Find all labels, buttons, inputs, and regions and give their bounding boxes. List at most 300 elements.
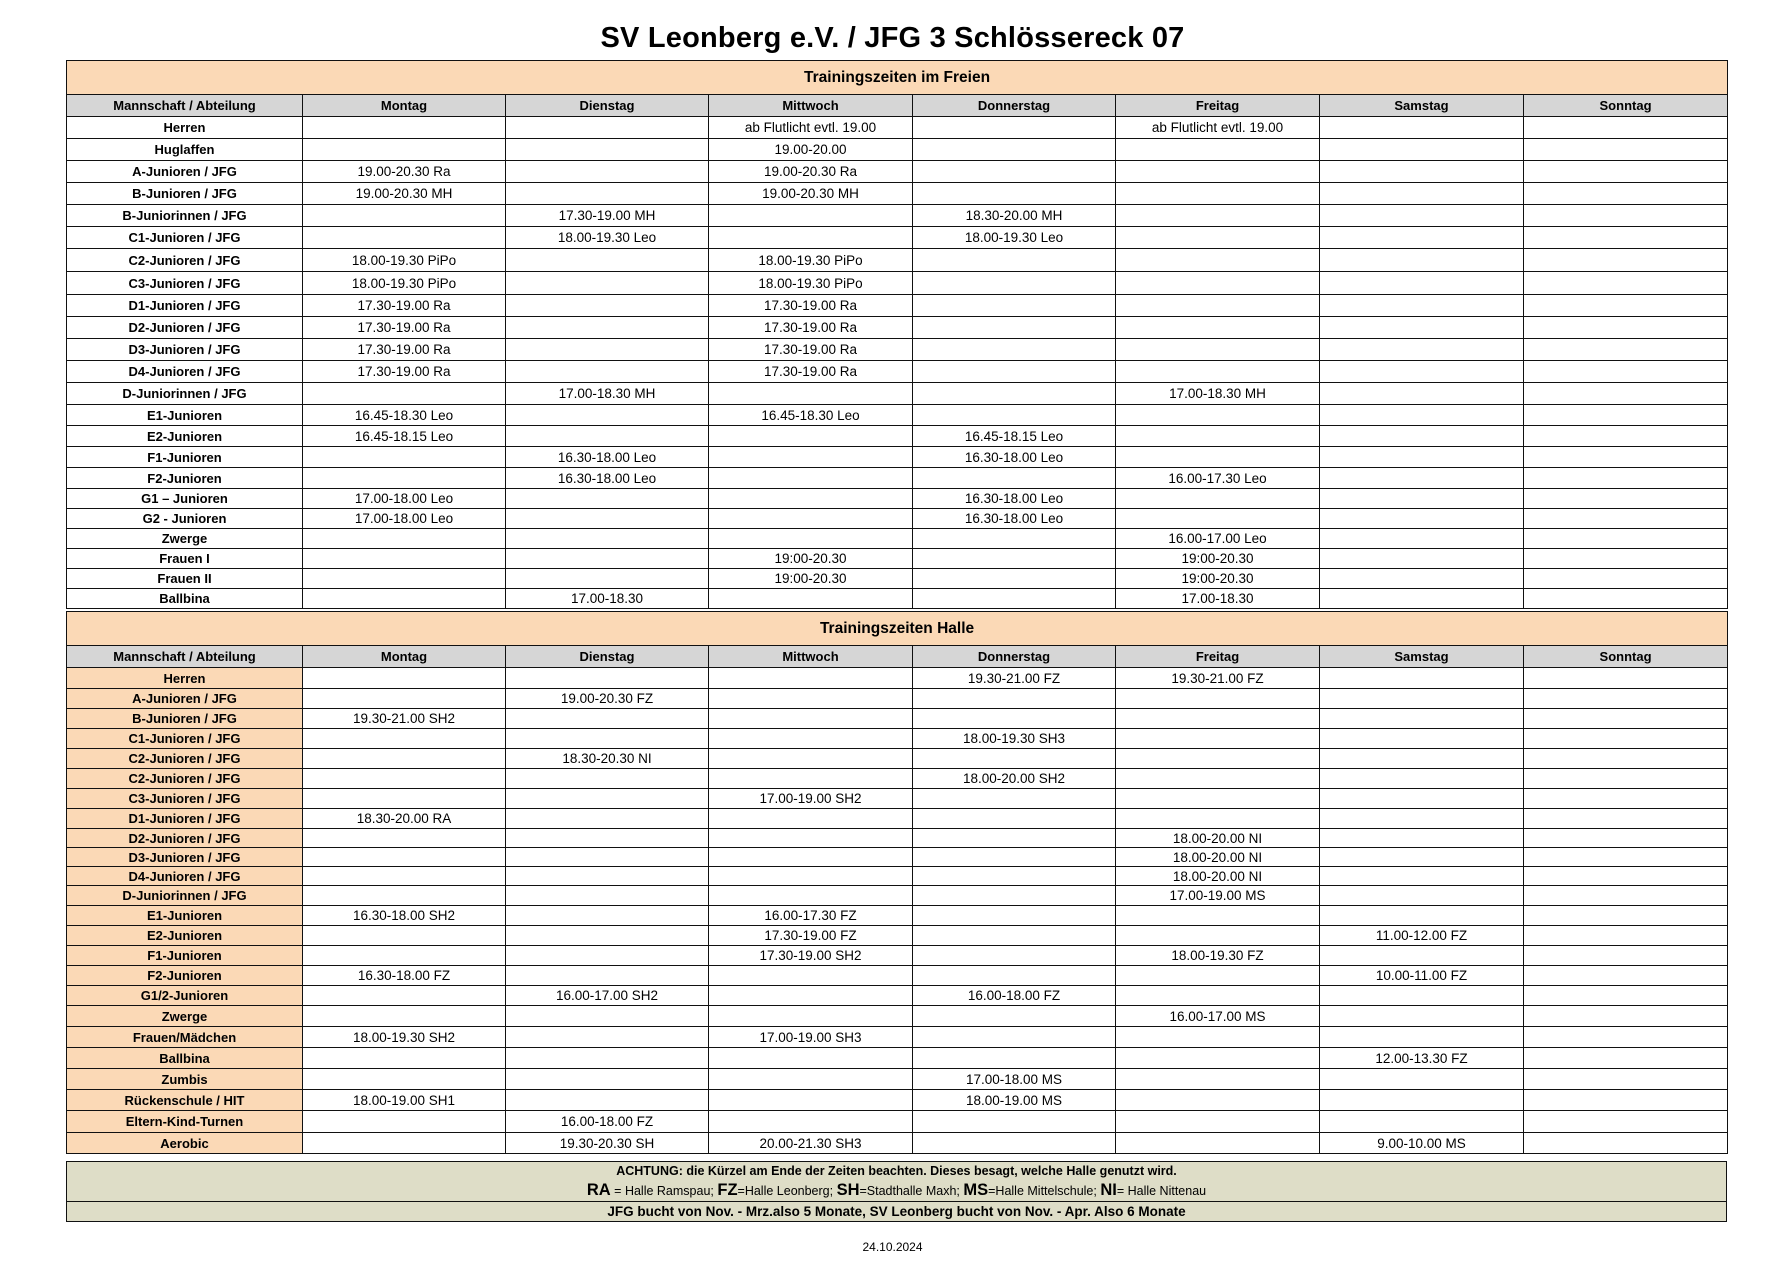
time-cell-freitag	[1116, 689, 1320, 709]
time-cell-samstag	[1320, 1090, 1524, 1111]
team-name-cell: Herren	[67, 117, 303, 139]
table-row	[67, 161, 1728, 183]
time-cell-dienstag	[506, 1048, 709, 1069]
time-cell-mittwoch	[709, 689, 913, 709]
time-cell-freitag	[1116, 317, 1320, 339]
time-cell-montag	[303, 383, 506, 405]
time-cell-dienstag	[506, 1027, 709, 1048]
time-cell-mittwoch	[709, 966, 913, 986]
time-cell-dienstag	[506, 809, 709, 829]
table-row	[67, 383, 1728, 405]
time-cell-dienstag: 16.30-18.00 Leo	[506, 468, 709, 489]
time-cell-freitag	[1116, 139, 1320, 161]
hall-schedule-table	[66, 611, 1728, 1154]
team-name-cell: Ballbina	[67, 589, 303, 609]
team-name-cell: C1-Junioren / JFG	[67, 227, 303, 249]
table-row	[67, 867, 1728, 886]
time-cell-mittwoch: 17.30-19.00 SH2	[709, 946, 913, 966]
time-cell-samstag	[1320, 447, 1524, 468]
column-header-donnerstag: Donnerstag	[913, 646, 1116, 668]
time-cell-donnerstag	[913, 317, 1116, 339]
table-row	[67, 1090, 1728, 1111]
time-cell-samstag	[1320, 468, 1524, 489]
time-cell-donnerstag	[913, 1048, 1116, 1069]
time-cell-freitag	[1116, 295, 1320, 317]
time-cell-mittwoch: 20.00-21.30 SH3	[709, 1133, 913, 1154]
time-cell-sonntag	[1524, 161, 1728, 183]
time-cell-donnerstag	[913, 829, 1116, 848]
time-cell-dienstag	[506, 361, 709, 383]
table-row	[67, 986, 1728, 1006]
time-cell-freitag	[1116, 809, 1320, 829]
time-cell-mittwoch: 17.30-19.00 Ra	[709, 361, 913, 383]
time-cell-montag: 17.30-19.00 Ra	[303, 339, 506, 361]
time-cell-freitag	[1116, 1133, 1320, 1154]
time-cell-mittwoch	[709, 1111, 913, 1133]
time-cell-freitag	[1116, 729, 1320, 749]
legend-code: NI	[1100, 1180, 1117, 1199]
time-cell-donnerstag: 19.30-21.00 FZ	[913, 668, 1116, 689]
time-cell-mittwoch	[709, 1006, 913, 1027]
team-name-cell: Frauen/Mädchen	[67, 1027, 303, 1048]
time-cell-freitag: 19.30-21.00 FZ	[1116, 668, 1320, 689]
time-cell-montag	[303, 946, 506, 966]
time-cell-montag	[303, 886, 506, 906]
time-cell-sonntag	[1524, 926, 1728, 946]
team-name-cell: C1-Junioren / JFG	[67, 729, 303, 749]
time-cell-mittwoch: 16.45-18.30 Leo	[709, 405, 913, 426]
time-cell-montag: 17.30-19.00 Ra	[303, 295, 506, 317]
team-name-cell: D2-Junioren / JFG	[67, 317, 303, 339]
time-cell-freitag	[1116, 361, 1320, 383]
time-cell-montag: 18.00-19.30 PiPo	[303, 249, 506, 272]
column-header-freitag: Freitag	[1116, 646, 1320, 668]
time-cell-dienstag	[506, 709, 709, 729]
team-name-cell: D3-Junioren / JFG	[67, 848, 303, 867]
time-cell-mittwoch: 19:00-20.30	[709, 569, 913, 589]
team-name-cell: Frauen I	[67, 549, 303, 569]
time-cell-mittwoch: 17.00-19.00 SH2	[709, 789, 913, 809]
time-cell-sonntag	[1524, 729, 1728, 749]
time-cell-sonntag	[1524, 139, 1728, 161]
time-cell-freitag	[1116, 489, 1320, 509]
team-name-cell: A-Junioren / JFG	[67, 689, 303, 709]
time-cell-mittwoch	[709, 1048, 913, 1069]
legend-description: = Halle Ramspau;	[610, 1183, 718, 1198]
column-header-sonntag: Sonntag	[1524, 95, 1728, 117]
time-cell-montag	[303, 205, 506, 227]
team-name-cell: D-Juniorinnen / JFG	[67, 886, 303, 906]
time-cell-donnerstag	[913, 789, 1116, 809]
time-cell-dienstag	[506, 295, 709, 317]
time-cell-mittwoch	[709, 709, 913, 729]
time-cell-freitag	[1116, 405, 1320, 426]
time-cell-mittwoch: 18.00-19.30 PiPo	[709, 272, 913, 295]
time-cell-dienstag: 17.00-18.30 MH	[506, 383, 709, 405]
time-cell-donnerstag	[913, 809, 1116, 829]
time-cell-samstag	[1320, 906, 1524, 926]
time-cell-mittwoch	[709, 529, 913, 549]
table-row	[67, 447, 1728, 468]
team-name-cell: E1-Junioren	[67, 405, 303, 426]
table-row	[67, 689, 1728, 709]
team-name-cell: Ballbina	[67, 1048, 303, 1069]
time-cell-sonntag	[1524, 295, 1728, 317]
time-cell-dienstag	[506, 926, 709, 946]
time-cell-mittwoch: 19.00-20.30 Ra	[709, 161, 913, 183]
time-cell-dienstag	[506, 549, 709, 569]
column-header-donnerstag: Donnerstag	[913, 95, 1116, 117]
legend-code: FZ	[717, 1180, 738, 1199]
legend-code: SH	[836, 1180, 860, 1199]
time-cell-mittwoch: 16.00-17.30 FZ	[709, 906, 913, 926]
table-row	[67, 906, 1728, 926]
time-cell-freitag	[1116, 1048, 1320, 1069]
time-cell-montag: 19.00-20.30 MH	[303, 183, 506, 205]
legend-description: =Halle Leonberg;	[737, 1183, 837, 1198]
time-cell-montag: 16.45-18.30 Leo	[303, 405, 506, 426]
team-name-cell: G1 – Junioren	[67, 489, 303, 509]
time-cell-samstag: 11.00-12.00 FZ	[1320, 926, 1524, 946]
time-cell-mittwoch: 19.00-20.00	[709, 139, 913, 161]
time-cell-donnerstag	[913, 549, 1116, 569]
time-cell-dienstag	[506, 405, 709, 426]
time-cell-donnerstag	[913, 946, 1116, 966]
time-cell-montag: 16.45-18.15 Leo	[303, 426, 506, 447]
time-cell-donnerstag	[913, 117, 1116, 139]
time-cell-montag	[303, 569, 506, 589]
time-cell-freitag	[1116, 161, 1320, 183]
time-cell-montag	[303, 848, 506, 867]
time-cell-freitag: 18.00-20.00 NI	[1116, 867, 1320, 886]
table-row	[67, 361, 1728, 383]
team-name-cell: C2-Junioren / JFG	[67, 749, 303, 769]
time-cell-montag: 17.00-18.00 Leo	[303, 489, 506, 509]
time-cell-freitag	[1116, 426, 1320, 447]
time-cell-donnerstag	[913, 295, 1116, 317]
time-cell-mittwoch	[709, 468, 913, 489]
table-row	[67, 729, 1728, 749]
time-cell-dienstag	[506, 906, 709, 926]
time-cell-dienstag: 16.30-18.00 Leo	[506, 447, 709, 468]
time-cell-donnerstag	[913, 468, 1116, 489]
page-title: SV Leonberg e.V. / JFG 3 Schlössereck 07	[600, 22, 1185, 54]
time-cell-sonntag	[1524, 117, 1728, 139]
team-name-cell: Eltern-Kind-Turnen	[67, 1111, 303, 1133]
time-cell-freitag	[1116, 447, 1320, 468]
team-name-cell: Zwerge	[67, 529, 303, 549]
time-cell-dienstag	[506, 829, 709, 848]
column-header-team: Mannschaft / Abteilung	[67, 646, 303, 668]
time-cell-donnerstag	[913, 383, 1116, 405]
time-cell-freitag: 19:00-20.30	[1116, 549, 1320, 569]
time-cell-dienstag	[506, 117, 709, 139]
time-cell-mittwoch	[709, 1069, 913, 1090]
time-cell-donnerstag	[913, 867, 1116, 886]
time-cell-mittwoch	[709, 509, 913, 529]
time-cell-montag	[303, 1048, 506, 1069]
table-row	[67, 139, 1728, 161]
time-cell-donnerstag: 18.30-20.00 MH	[913, 205, 1116, 227]
time-cell-samstag	[1320, 1006, 1524, 1027]
time-cell-montag: 18.00-19.30 PiPo	[303, 272, 506, 295]
team-name-cell: B-Juniorinnen / JFG	[67, 205, 303, 227]
team-name-cell: G1/2-Junioren	[67, 986, 303, 1006]
table-row	[67, 589, 1728, 609]
table-row	[67, 848, 1728, 867]
time-cell-samstag	[1320, 509, 1524, 529]
time-cell-donnerstag	[913, 569, 1116, 589]
time-cell-dienstag: 19.30-20.30 SH	[506, 1133, 709, 1154]
time-cell-montag: 19.30-21.00 SH2	[303, 709, 506, 729]
time-cell-dienstag	[506, 569, 709, 589]
outdoor-section-title: Trainingszeiten im Freien	[67, 61, 1728, 95]
time-cell-donnerstag	[913, 1027, 1116, 1048]
time-cell-montag: 18.30-20.00 RA	[303, 809, 506, 829]
time-cell-montag	[303, 769, 506, 789]
time-cell-freitag	[1116, 249, 1320, 272]
time-cell-dienstag	[506, 272, 709, 295]
time-cell-dienstag: 18.30-20.30 NI	[506, 749, 709, 769]
time-cell-montag	[303, 1006, 506, 1027]
team-name-cell: E1-Junioren	[67, 906, 303, 926]
time-cell-sonntag	[1524, 886, 1728, 906]
time-cell-samstag	[1320, 709, 1524, 729]
column-header-samstag: Samstag	[1320, 646, 1524, 668]
time-cell-mittwoch	[709, 227, 913, 249]
legend-description: = Halle Nittenau	[1116, 1183, 1207, 1198]
time-cell-freitag: 18.00-20.00 NI	[1116, 848, 1320, 867]
time-cell-sonntag	[1524, 405, 1728, 426]
time-cell-donnerstag	[913, 886, 1116, 906]
time-cell-dienstag	[506, 317, 709, 339]
table-row	[67, 117, 1728, 139]
time-cell-donnerstag: 18.00-19.00 MS	[913, 1090, 1116, 1111]
time-cell-freitag	[1116, 183, 1320, 205]
time-cell-montag	[303, 729, 506, 749]
time-cell-samstag	[1320, 569, 1524, 589]
time-cell-dienstag	[506, 1069, 709, 1090]
time-cell-freitag	[1116, 509, 1320, 529]
time-cell-dienstag: 16.00-18.00 FZ	[506, 1111, 709, 1133]
column-header-sonntag: Sonntag	[1524, 646, 1728, 668]
time-cell-dienstag	[506, 249, 709, 272]
time-cell-freitag: 17.00-18.30	[1116, 589, 1320, 609]
team-name-cell: Frauen II	[67, 569, 303, 589]
time-cell-sonntag	[1524, 906, 1728, 926]
time-cell-samstag	[1320, 405, 1524, 426]
time-cell-sonntag	[1524, 569, 1728, 589]
time-cell-donnerstag	[913, 966, 1116, 986]
team-name-cell: Huglaffen	[67, 139, 303, 161]
time-cell-freitag: 18.00-20.00 NI	[1116, 829, 1320, 848]
time-cell-sonntag	[1524, 205, 1728, 227]
time-cell-montag	[303, 227, 506, 249]
time-cell-donnerstag: 18.00-20.00 SH2	[913, 769, 1116, 789]
time-cell-sonntag	[1524, 468, 1728, 489]
time-cell-sonntag	[1524, 529, 1728, 549]
booking-note: JFG bucht von Nov. - Mrz.also 5 Monate, SV Leonberg bucht von Nov. - Apr. Also 6 Monate	[67, 1202, 1727, 1222]
time-cell-sonntag	[1524, 361, 1728, 383]
time-cell-freitag	[1116, 986, 1320, 1006]
time-cell-samstag	[1320, 886, 1524, 906]
legend-code: RA	[586, 1180, 611, 1199]
time-cell-sonntag	[1524, 789, 1728, 809]
time-cell-mittwoch	[709, 729, 913, 749]
time-cell-mittwoch	[709, 886, 913, 906]
time-cell-donnerstag	[913, 589, 1116, 609]
time-cell-sonntag	[1524, 867, 1728, 886]
team-name-cell: Zumbis	[67, 1069, 303, 1090]
table-row	[67, 1069, 1728, 1090]
time-cell-freitag: 16.00-17.00 MS	[1116, 1006, 1320, 1027]
time-cell-sonntag	[1524, 749, 1728, 769]
time-cell-samstag	[1320, 829, 1524, 848]
time-cell-dienstag: 17.00-18.30	[506, 589, 709, 609]
time-cell-mittwoch	[709, 1090, 913, 1111]
time-cell-samstag	[1320, 1069, 1524, 1090]
time-cell-dienstag	[506, 529, 709, 549]
time-cell-mittwoch: ab Flutlicht evtl. 19.00	[709, 117, 913, 139]
table-row	[67, 569, 1728, 589]
time-cell-sonntag	[1524, 1027, 1728, 1048]
time-cell-sonntag	[1524, 383, 1728, 405]
time-cell-montag	[303, 549, 506, 569]
hall-legend	[67, 1180, 1726, 1201]
time-cell-freitag	[1116, 227, 1320, 249]
table-row	[67, 1048, 1728, 1069]
time-cell-sonntag	[1524, 1006, 1728, 1027]
time-cell-mittwoch	[709, 829, 913, 848]
time-cell-mittwoch: 17.30-19.00 Ra	[709, 339, 913, 361]
time-cell-donnerstag: 16.30-18.00 Leo	[913, 509, 1116, 529]
table-row	[67, 489, 1728, 509]
time-cell-samstag	[1320, 749, 1524, 769]
team-name-cell: Aerobic	[67, 1133, 303, 1154]
time-cell-samstag	[1320, 986, 1524, 1006]
time-cell-samstag	[1320, 183, 1524, 205]
table-row	[67, 809, 1728, 829]
time-cell-freitag	[1116, 1069, 1320, 1090]
time-cell-samstag	[1320, 117, 1524, 139]
table-row	[67, 966, 1728, 986]
time-cell-samstag: 12.00-13.30 FZ	[1320, 1048, 1524, 1069]
time-cell-montag: 19.00-20.30 Ra	[303, 161, 506, 183]
team-name-cell: Zwerge	[67, 1006, 303, 1027]
time-cell-samstag	[1320, 946, 1524, 966]
time-cell-dienstag: 16.00-17.00 SH2	[506, 986, 709, 1006]
time-cell-sonntag	[1524, 426, 1728, 447]
team-name-cell: E2-Junioren	[67, 926, 303, 946]
legend-description: =Stadthalle Maxh;	[859, 1183, 964, 1198]
time-cell-freitag: 16.00-17.00 Leo	[1116, 529, 1320, 549]
team-name-cell: C3-Junioren / JFG	[67, 272, 303, 295]
time-cell-freitag	[1116, 272, 1320, 295]
table-row	[67, 529, 1728, 549]
table-row	[67, 1133, 1728, 1154]
time-cell-donnerstag: 17.00-18.00 MS	[913, 1069, 1116, 1090]
time-cell-dienstag	[506, 489, 709, 509]
team-name-cell: B-Junioren / JFG	[67, 183, 303, 205]
time-cell-dienstag	[506, 139, 709, 161]
team-name-cell: Herren	[67, 668, 303, 689]
time-cell-samstag	[1320, 139, 1524, 161]
table-row	[67, 789, 1728, 809]
column-header-dienstag: Dienstag	[506, 95, 709, 117]
team-name-cell: B-Junioren / JFG	[67, 709, 303, 729]
time-cell-samstag	[1320, 317, 1524, 339]
table-row	[67, 339, 1728, 361]
table-row	[67, 249, 1728, 272]
time-cell-dienstag	[506, 183, 709, 205]
team-name-cell: D1-Junioren / JFG	[67, 295, 303, 317]
time-cell-mittwoch: 19.00-20.30 MH	[709, 183, 913, 205]
time-cell-mittwoch: 17.00-19.00 SH3	[709, 1027, 913, 1048]
time-cell-montag	[303, 589, 506, 609]
time-cell-sonntag	[1524, 1048, 1728, 1069]
time-cell-montag	[303, 468, 506, 489]
notes-table	[66, 1161, 1727, 1222]
time-cell-dienstag	[506, 509, 709, 529]
team-name-cell: C2-Junioren / JFG	[67, 249, 303, 272]
time-cell-donnerstag	[913, 848, 1116, 867]
time-cell-donnerstag: 16.30-18.00 Leo	[913, 447, 1116, 468]
notes-warning: ACHTUNG: die Kürzel am Ende der Zeiten beachten. Dieses besagt, welche Halle genutzt wird.	[616, 1163, 1177, 1178]
time-cell-dienstag	[506, 729, 709, 749]
time-cell-montag	[303, 867, 506, 886]
time-cell-dienstag	[506, 946, 709, 966]
team-name-cell: D1-Junioren / JFG	[67, 809, 303, 829]
time-cell-sonntag	[1524, 1133, 1728, 1154]
time-cell-mittwoch	[709, 447, 913, 468]
time-cell-mittwoch	[709, 589, 913, 609]
time-cell-samstag	[1320, 249, 1524, 272]
time-cell-freitag	[1116, 1111, 1320, 1133]
time-cell-freitag	[1116, 906, 1320, 926]
time-cell-samstag	[1320, 529, 1524, 549]
time-cell-sonntag	[1524, 668, 1728, 689]
time-cell-montag	[303, 668, 506, 689]
time-cell-dienstag	[506, 1090, 709, 1111]
column-header-mittwoch: Mittwoch	[709, 95, 913, 117]
time-cell-donnerstag	[913, 1006, 1116, 1027]
table-row	[67, 749, 1728, 769]
time-cell-mittwoch	[709, 809, 913, 829]
table-row	[67, 426, 1728, 447]
column-header-team: Mannschaft / Abteilung	[67, 95, 303, 117]
time-cell-donnerstag	[913, 161, 1116, 183]
table-row	[67, 769, 1728, 789]
time-cell-samstag	[1320, 295, 1524, 317]
time-cell-sonntag	[1524, 183, 1728, 205]
hall-section-title: Trainingszeiten Halle	[67, 612, 1728, 646]
time-cell-sonntag	[1524, 589, 1728, 609]
time-cell-montag: 17.30-19.00 Ra	[303, 361, 506, 383]
time-cell-donnerstag	[913, 249, 1116, 272]
time-cell-sonntag	[1524, 549, 1728, 569]
column-header-samstag: Samstag	[1320, 95, 1524, 117]
time-cell-sonntag	[1524, 317, 1728, 339]
time-cell-montag: 16.30-18.00 FZ	[303, 966, 506, 986]
table-row	[67, 405, 1728, 426]
table-row	[67, 1027, 1728, 1048]
time-cell-montag	[303, 986, 506, 1006]
table-row	[67, 709, 1728, 729]
time-cell-mittwoch	[709, 769, 913, 789]
time-cell-samstag	[1320, 1027, 1524, 1048]
team-name-cell: C2-Junioren / JFG	[67, 769, 303, 789]
time-cell-sonntag	[1524, 1069, 1728, 1090]
